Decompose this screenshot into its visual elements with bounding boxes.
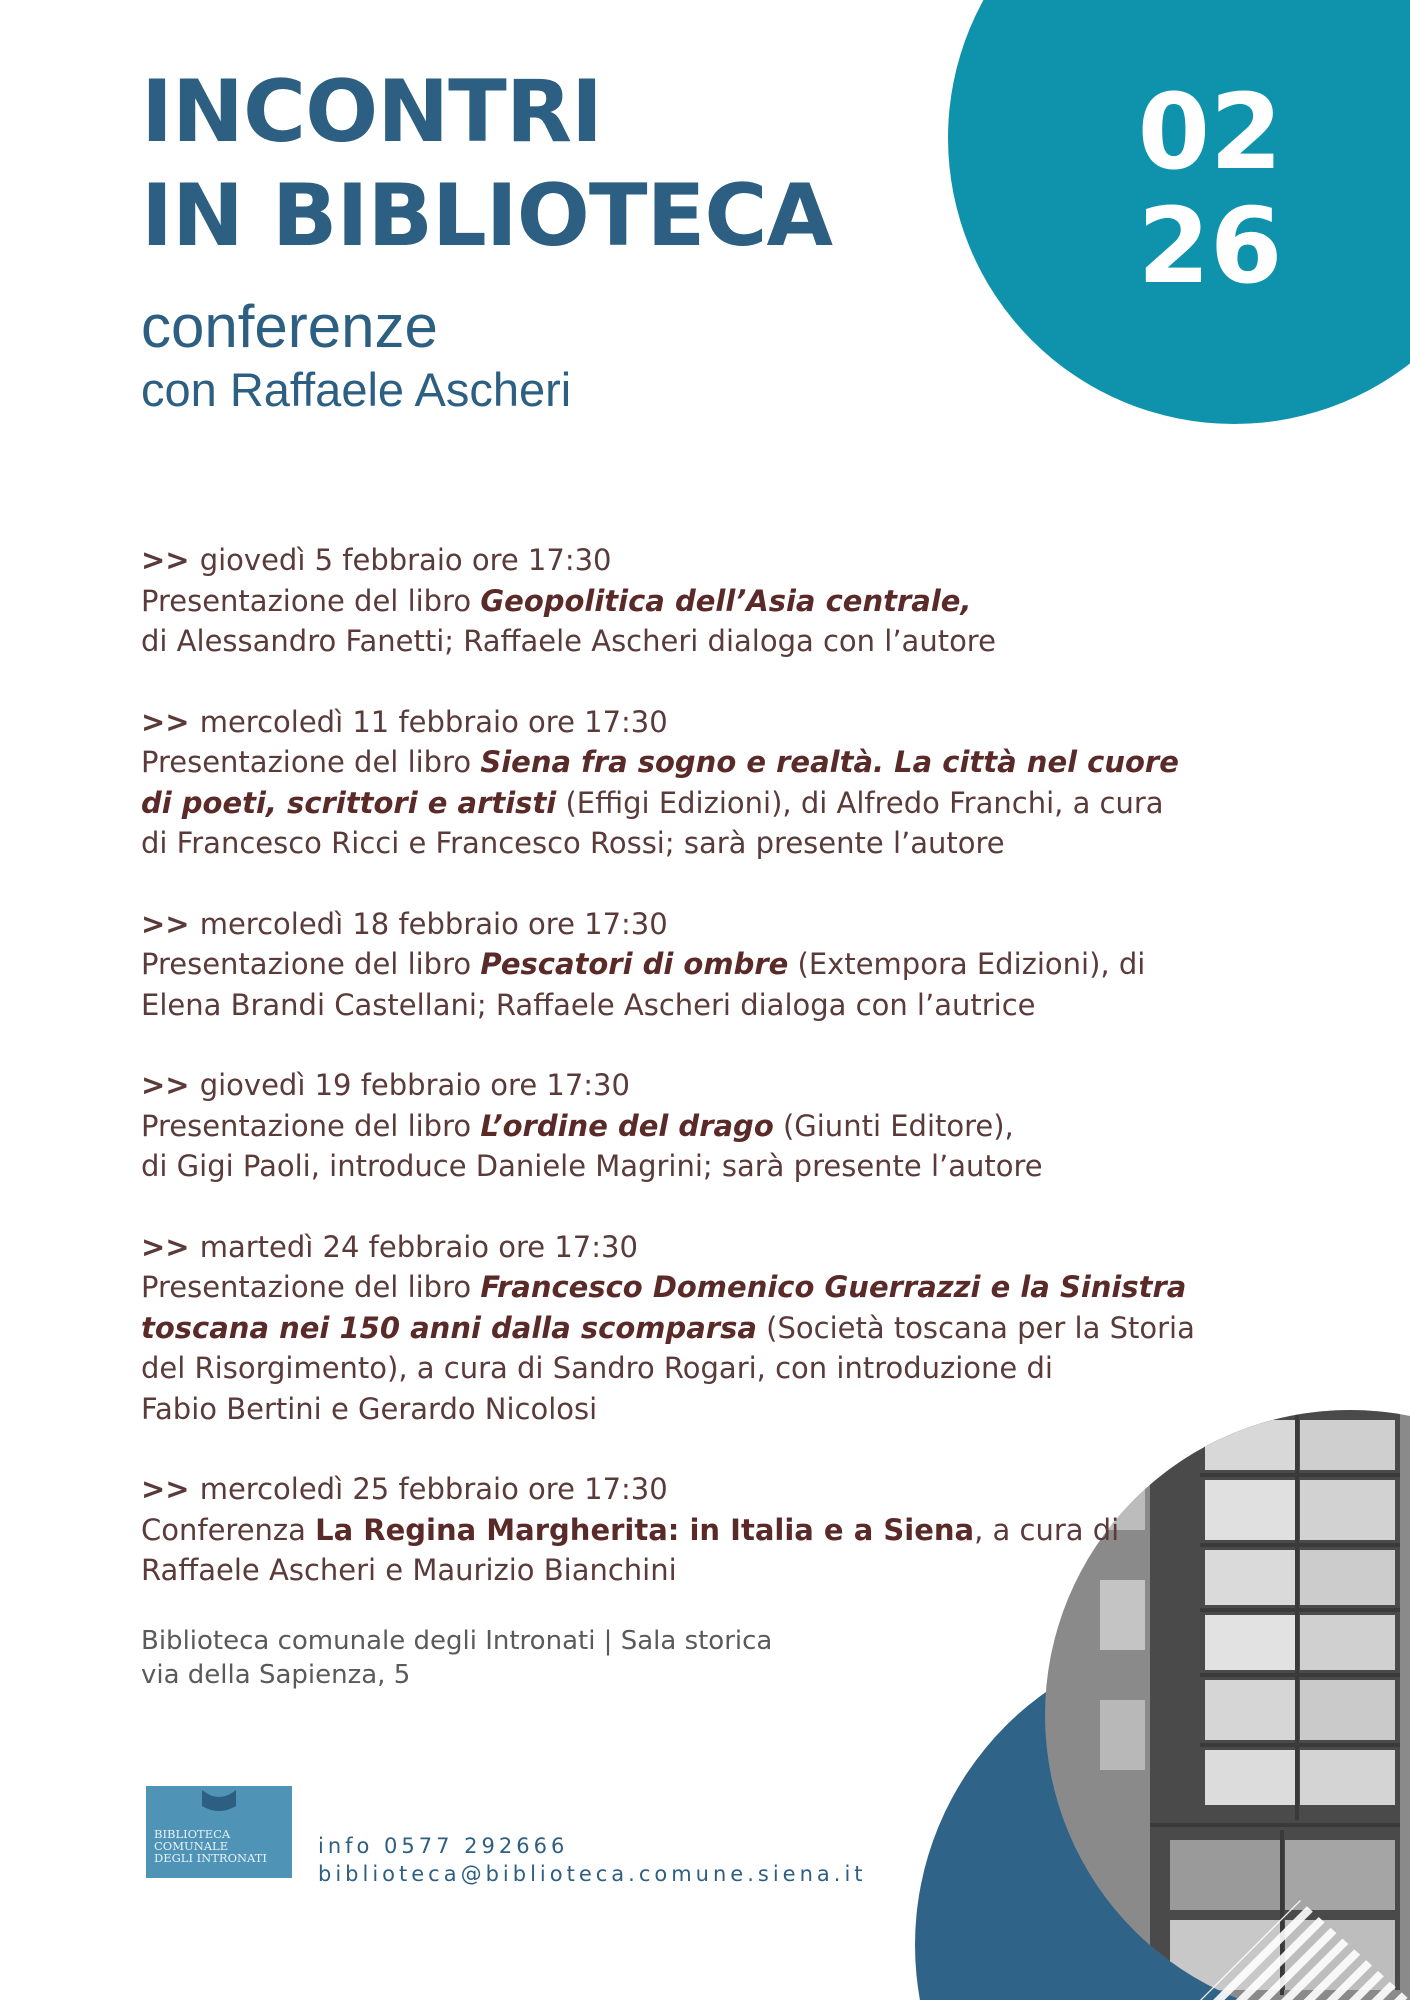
event-description-line: di Alessandro Fanetti; Raffaele Ascheri dialoga con l’autore xyxy=(141,624,996,658)
logo-line-1: BIBLIOTECA xyxy=(154,1827,231,1841)
event-date-text: mercoledì 18 febbraio ore 17:30 xyxy=(199,906,668,941)
event-description-line: toscana nei 150 anni dalla scomparsa (Società toscana per la Storia xyxy=(141,1310,1195,1345)
event-date xyxy=(141,904,1291,945)
title-line-1: INCONTRI xyxy=(141,62,603,162)
event-description-line: di Francesco Ricci e Francesco Rossi; sarà presente l’autore xyxy=(141,826,1005,860)
event-description-line: Presentazione del libro Geopolitica dell’Asia centrale, xyxy=(141,583,972,618)
book-title: L’ordine del drago xyxy=(480,1108,774,1143)
date-year: 26 xyxy=(1137,185,1283,307)
event-arrow: >> xyxy=(141,906,200,941)
event-description-line: Presentazione del libro Pescatori di ombre (Extempora Edizioni), di xyxy=(141,947,1146,981)
venue xyxy=(141,1624,772,1692)
event-item xyxy=(141,540,1291,662)
date-badge xyxy=(1100,71,1320,307)
book-title: Francesco Domenico Guerrazzi e la Sinistra xyxy=(480,1270,1187,1304)
date-month: 02 xyxy=(1137,71,1283,193)
page-title xyxy=(141,60,832,268)
events-list xyxy=(141,540,1291,1631)
library-logo xyxy=(146,1786,292,1878)
subtitle-speaker: con Raffaele Ascheri xyxy=(141,363,572,416)
event-description-line: Fabio Bertini e Gerardo Nicolosi xyxy=(141,1391,598,1426)
event-arrow: >> xyxy=(141,543,200,577)
event-arrow: >> xyxy=(141,1229,200,1264)
event-date xyxy=(141,702,1291,743)
event-item xyxy=(141,904,1291,1026)
event-arrow: >> xyxy=(141,1068,200,1102)
contacts xyxy=(318,1832,867,1888)
venue-address: via della Sapienza, 5 xyxy=(141,1660,411,1690)
event-description-line: Raffaele Ascheri e Maurizio Bianchini xyxy=(141,1553,677,1587)
book-title: Geopolitica dell’Asia centrale, xyxy=(480,583,972,618)
book-title: Siena fra sogno e realtà. La città nel cuore xyxy=(480,745,1179,779)
event-arrow: >> xyxy=(141,704,200,739)
event-description-line: Elena Brandi Castellani; Raffaele Ascheri dialoga con l’autrice xyxy=(141,987,1036,1022)
event-item xyxy=(141,1227,1291,1430)
event-description-line: Presentazione del libro Siena fra sogno e realtà. La città nel cuore xyxy=(141,745,1179,779)
event-description-line: del Risorgimento), a cura di Sandro Rogari, con introduzione di xyxy=(141,1351,1053,1385)
event-arrow: >> xyxy=(141,1472,200,1506)
logo-line-2: COMUNALE xyxy=(154,1839,229,1853)
book-title: Pescatori di ombre xyxy=(480,947,789,981)
book-title: toscana nei 150 anni dalla scomparsa xyxy=(141,1310,757,1345)
conference-title: La Regina Margherita: in Italia e a Siena xyxy=(315,1512,975,1547)
event-date xyxy=(141,1227,1291,1268)
event-date xyxy=(141,540,1291,581)
event-description-line: Presentazione del libro L’ordine del drago (Giunti Editore), xyxy=(141,1108,1014,1143)
event-date-text: mercoledì 25 febbraio ore 17:30 xyxy=(199,1472,668,1506)
event-date-text: martedì 24 febbraio ore 17:30 xyxy=(199,1229,638,1264)
logo-line-3: DEGLI INTRONATI xyxy=(154,1851,267,1865)
event-item xyxy=(141,1469,1291,1591)
event-date-text: giovedì 19 febbraio ore 17:30 xyxy=(199,1068,630,1102)
event-description-line: di poeti, scrittori e artisti (Effigi Edizioni), di Alfredo Franchi, a cura xyxy=(141,785,1164,820)
event-item xyxy=(141,1065,1291,1187)
event-description-line: Conferenza La Regina Margherita: in Italia e a Siena, a cura di xyxy=(141,1512,1120,1547)
title-line-2: IN BIBLIOTECA xyxy=(141,166,832,266)
event-item xyxy=(141,702,1291,864)
venue-name: Biblioteca comunale degli Intronati | Sala storica xyxy=(141,1626,773,1656)
event-date xyxy=(141,1469,1291,1510)
logo-text xyxy=(154,1828,267,1864)
subtitle: conferenze xyxy=(141,293,438,360)
book-title: di poeti, scrittori e artisti xyxy=(141,785,557,820)
event-date xyxy=(141,1065,1291,1106)
event-date-text: giovedì 5 febbraio ore 17:30 xyxy=(199,543,612,577)
event-description-line: Presentazione del libro Francesco Domenico Guerrazzi e la Sinistra xyxy=(141,1270,1187,1304)
event-description-line: di Gigi Paoli, introduce Daniele Magrini; sarà presente l’autore xyxy=(141,1149,1043,1183)
contact-phone: info 0577 292666 xyxy=(318,1834,569,1858)
contact-email[interactable]: biblioteca@biblioteca.comune.siena.it xyxy=(318,1862,867,1886)
event-date-text: mercoledì 11 febbraio ore 17:30 xyxy=(199,704,668,739)
